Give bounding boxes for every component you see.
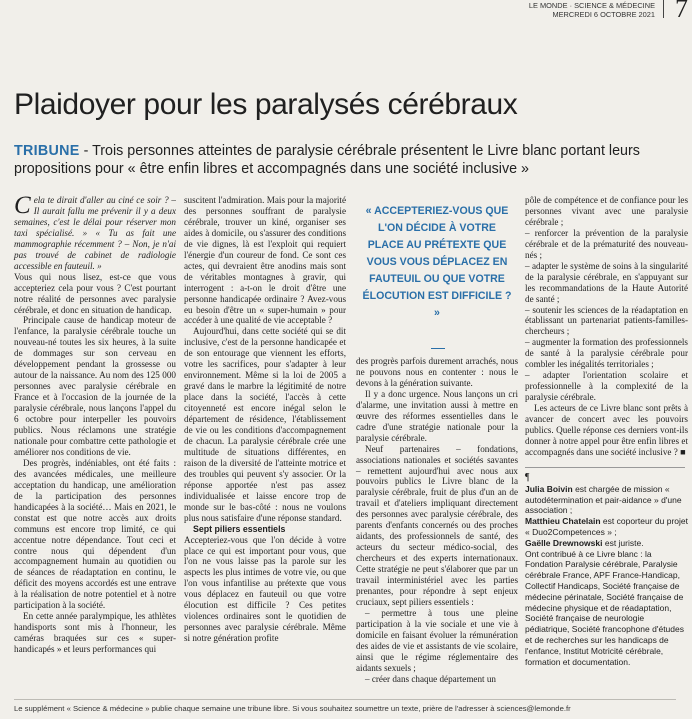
closing-paragraph [525,403,688,458]
paragraph: Accepteriez-vous que l'on décide à votre place ce qui est important pour vous, que l'on ne vous laisse pas la parole sur les aspects les plus intimes de votre vie, ou que l'on vous infantilise au prétexte que vous vous déplacez en fauteuil ou que votre élocution est difficile ? Ces petites violences ordinaires sont le quotidien de personnes avec paralysie cérébrale. Même si notre génération profite [184,534,346,644]
author-name: Julia Boivin [525,483,573,494]
paragraph: – permettre à tous une pleine participation à la vie sociale et une vie à domicile en faisant évoluer la rémunération des aides de vie et assistants de vie scolaire, ainsi que le régime réglementaire des aidants sexuels ; [356,607,518,673]
column-4 [525,195,688,667]
subheading: Sept piliers essentiels [193,523,286,534]
list-item: – renforcer la prévention de la paralysie cérébrale et de la prématurité des nouveau-nés ; [525,227,688,260]
list-item: – adapter le système de soins à la singularité de la paralysie cérébrale, en s'appuyant sur les recommandations de la Haute Autorité de santé ; [525,260,688,304]
headline: Plaidoyer pour les paralysés cérébraux [14,88,518,121]
closing-text: Les acteurs de ce Livre blanc sont prêts à avancer de concert avec les pouvoirs publics. Quelle réponse ces derniers vont-ils donner à notre appel pour être enfin libres et accompagnés dans une société inclusive ? [525,403,688,457]
column-3 [356,356,518,685]
author-bio [525,516,688,538]
pull-quote-rule [431,348,445,349]
paragraph: Vous qui nous lisez, est-ce que vous accepteriez cela pour vous ? C'est pourtant notre réalité de personnes avec paralysie cérébrale, et donc en situation de handicap. [14,271,176,315]
column-1 [14,192,176,655]
page-number: 7 [675,0,688,23]
list-item: – soutenir les sciences de la réadaptation en établissant un partenariat patients-familles-chercheurs ; [525,304,688,337]
end-mark: ■ [680,446,686,457]
pull-quote: « ACCEPTERIEZ-VOUS QUE L'ON DÉCIDE À VOTRE PLACE AU PRÉTEXTE QUE VOUS VOUS DÉPLACEZ EN FAUTEUIL OU QUE VOTRE ÉLOCUTION EST DIFFICILE ? » [362,205,512,319]
column-2 [184,195,346,644]
contributors: Ont contribué à ce Livre blanc : la Fondation Paralysie cérébrale, Paralysie cérébrale France, APF France-Handicap, Collectif Handicaps, Société française de médecine périnatale, Société française de médecine physique et de réadaptation, Société française de neurologie pédiatrique, Société francophone d'études et de recherches sur les handicaps de l'enfance, Institut Motricité cérébrale, formation et documentation. [525,548,684,667]
list-item: – adapter l'orientation scolaire et professionnelle à la complexité de la paralysie cérébrale. [525,370,688,403]
author-name: Matthieu Chatelain [525,516,601,527]
paragraph: Neuf partenaires – fondations, associations nationales et sociétés savantes – remettent aujourd'hui avec nous aux pouvoirs publics le Livre blanc de la paralysie cérébrale, fruit de plus d'un an de travail et d'ateliers impliquant directement des personnes avec paralysie cérébrale, des parents d'enfants concernés ou des proches aidants, des professionnels de santé, des acteurs du secteur médico-social, des chercheurs et des experts internationaux. Cette stratégie ne peut s'élaborer que par un travail interministériel avec les parties prenantes, pour répondre à sept enjeux cruciaux, sept piliers essentiels : [356,443,518,607]
author-divider [525,467,685,468]
paragraph: Principale cause de handicap moteur de l'enfance, la paralysie cérébrale touche un nouveau-né toutes les six heures, à la suite de dommages sur son cerveau en développement pendant la grossesse ou autour de la naissance. Au nom des 125 000 personnes avec paralysie cérébrale en France et à l'occasion de la journée de la paralysie cérébrale, nous lançons l'appel du 6 octobre pour interpeller les pouvoirs publics. Nous réclamons une stratégie nationale pour combattre cette pathologie et améliorer nos conditions de vie. [14,315,176,457]
header-section: LE MONDE · SCIENCE & MÉDECINE [528,1,655,10]
paragraph: Aujourd'hui, dans cette société qui se dit inclusive, c'est de la personne handicapée et de son entourage que viennent les efforts, votre les sacrifices, pour s'adapter à leur environnement. Même si la loi de 2005 a gravé dans le marbre la légitimité de notre place dans la société, l'accès à cette citoyenneté est encore inégal selon le département de résidence, l'établissement de vie ou les conditions d'accompagnement de chacun. La paralysie cérébrale crée une multitude de situations différentes, en raison de la diversité de l'atteinte motrice et des troubles qui peuvent s'y associer. Or la réponse apportée n'est pas assez individualisée et laisse encore trop de monde sur le bas-côté : nous ne voulons plus nous satisfaire d'une réponse standard. [184,326,346,523]
header-date: MERCREDI 6 OCTOBRE 2021 [552,10,655,19]
footer-divider [14,699,676,700]
author-bio [525,538,688,549]
paragraph: Il y a donc urgence. Nous lançons un cri d'alarme, une invitation aussi à mettre en œuvre des réformes essentielles dans le cadre d'une stratégie nationale pour la paralysie cérébrale. [356,388,518,443]
header-divider [663,0,664,18]
paragraph: Des progrès, indéniables, ont été faits : des avancées médicales, une meilleure acceptation du handicap, une amélioration de la participation des personnes handicapées à la société… Mais en 2021, le constat est que notre accès aux droits communs est encore trop limité, ce qui accentue notre dépendance. Tout ceci et contre nous qui dépendent d'un accompagnement humain au quotidien ou de séances de réadaptation en continu, le déficit des moyens accordés est une entrave à la réalisation de notre potentiel et à notre participation à la société. [14,457,176,611]
list-item: – augmenter la formation des professionnels de santé à la paralysie cérébrale pour combler les inégalités territoriales ; [525,337,688,370]
dropcap: C [14,192,31,219]
author-name: Gaëlle Drewnowski [525,537,603,548]
paragraph: suscitent l'admiration. Mais pour la majorité des personnes souffrant de paralysie cérébrale, trouver un kiné, organiser ses aides à domicile, ou s'assurer des conditions de vie dignes, là est l'exploit qui requiert l'énergie d'un coureur de fond. Ce sont ces actes, qui devraient être anodins mais sont de véritables montagnes à gravir, qui interrogent : a-t-on le droit d'être une personne handicapée ordinaire ? Avez-vous eu besoin d'être un « super-humain » pour accéder à une qualité de vie acceptable ? [184,195,346,326]
paragraph: des progrès parfois durement arrachés, nous ne pouvons nous en contenter : nous le devons à la génération suivante. [356,356,518,388]
author-role: est coporteur du projet « Duo2Competences » ; [525,516,688,538]
standfirst [14,142,676,178]
author-role: est juriste. [602,537,644,548]
lede-text: ela te dirait d'aller au ciné ce soir ? – Il aurait fallu me prévenir il y a deux semaines, c'est le délai pour réserver mon taxi spécialisé. » « Tu as fait une mammographie récemment ? – Non, je n'ai pas trouvé de cabinet de radiologie accessible en fauteuil. » [14,195,176,271]
author-bio [525,484,688,516]
standfirst-text: - Trois personnes atteintes de paralysie cérébrale présentent le Livre blanc portant leurs propositions pour « être enfin libres et accompagnés dans une société inclusive » [14,143,640,177]
paragraph: – créer dans chaque département un [365,673,496,684]
author-role: est chargée de mission « autodétermination et pair-aidance » d'une association ; [525,483,682,516]
paragraph: pôle de compétence et de confiance pour les personnes vivant avec une paralysie cérébrale ; [525,195,688,227]
paragraph: En cette année paralympique, les athlètes handisports sont mis à l'honneur, les caméras braquées sur ces « super-handicapés » et leurs performances qui [14,611,176,655]
kicker: TRIBUNE [14,143,80,159]
footer-note: Le supplément « Science & médecine » publie chaque semaine une tribune libre. Si vous souhaitez soumettre un texte, prière de l'adresser à sciences@lemonde.fr [14,704,571,713]
lede-paragraph [14,192,176,272]
pilcrow-icon: ¶ [525,471,530,483]
page-header [455,1,655,19]
